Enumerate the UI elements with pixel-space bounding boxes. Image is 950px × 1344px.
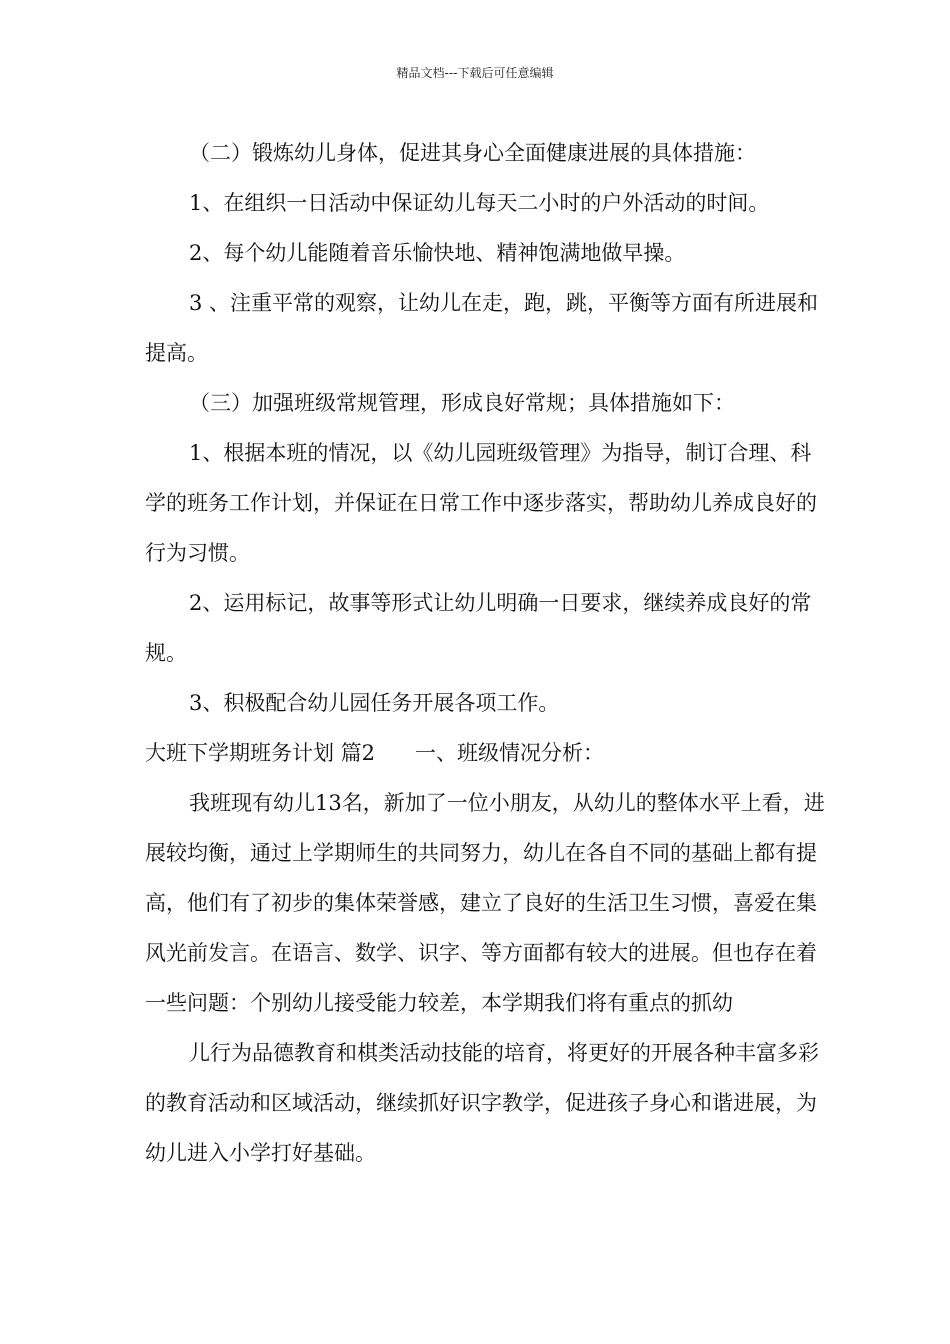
paragraph-item: 3、积极配合幼儿园任务开展各项工作。 xyxy=(189,691,560,715)
document-body xyxy=(145,128,825,1178)
paragraph-measures-heading-2: （二）锻炼幼儿身体，促进其身心全面健康进展的具体措施： xyxy=(189,141,756,165)
paragraph-item: 1、根据本班的情况，以《幼儿园班级管理》为指导，制订合理、科学的班务工作计划，并保证在日常工作中逐步落实，帮助幼儿养成良好的行为习惯。 xyxy=(145,441,817,565)
paragraph-item: 1、在组织一日活动中保证幼儿每天二小时的户外活动的时间。 xyxy=(189,191,770,215)
paragraph-item: 3 、注重平常的观察，让幼儿在走，跑，跳，平衡等方面有所进展和提高。 xyxy=(145,291,819,365)
paragraph-class-analysis-continued: 儿行为品德教育和棋类活动技能的培育，将更好的开展各种丰富多彩的教育活动和区域活动，继续抓好识字教学，促进孩子身心和谐进展，为幼儿进入小学打好基础。 xyxy=(145,1041,819,1165)
page-header: 精品文档---下载后可任意编辑 xyxy=(396,66,554,80)
paragraph-item: 2、运用标记，故事等形式让幼儿明确一日要求，继续养成良好的常规。 xyxy=(145,591,812,665)
section-title: 大班下学期班务计划 篇2 xyxy=(145,741,376,765)
section-subtitle: 一、班级情况分析： xyxy=(415,741,605,765)
paragraph-measures-heading-3: （三）加强班级常规管理，形成良好常规；具体措施如下： xyxy=(189,391,735,415)
paragraph-class-analysis: 我班现有幼儿13名，新加了一位小朋友，从幼儿的整体水平上看，进展较均衡，通过上学期师生的共同努力，幼儿在各自不同的基础上都有提高，他们有了初步的集体荣誉感，建立了良好的生活卫生习惯，喜爱在集风光前发言。在语言、数学、识字、等方面都有较大的进展。但也存在着一些问题：个别幼儿接受能力较差，本学期我们将有重点的抓幼 xyxy=(145,791,825,1015)
paragraph-item: 2、每个幼儿能随着音乐愉快地、精神饱满地做早操。 xyxy=(189,241,686,265)
section-heading xyxy=(145,728,825,778)
